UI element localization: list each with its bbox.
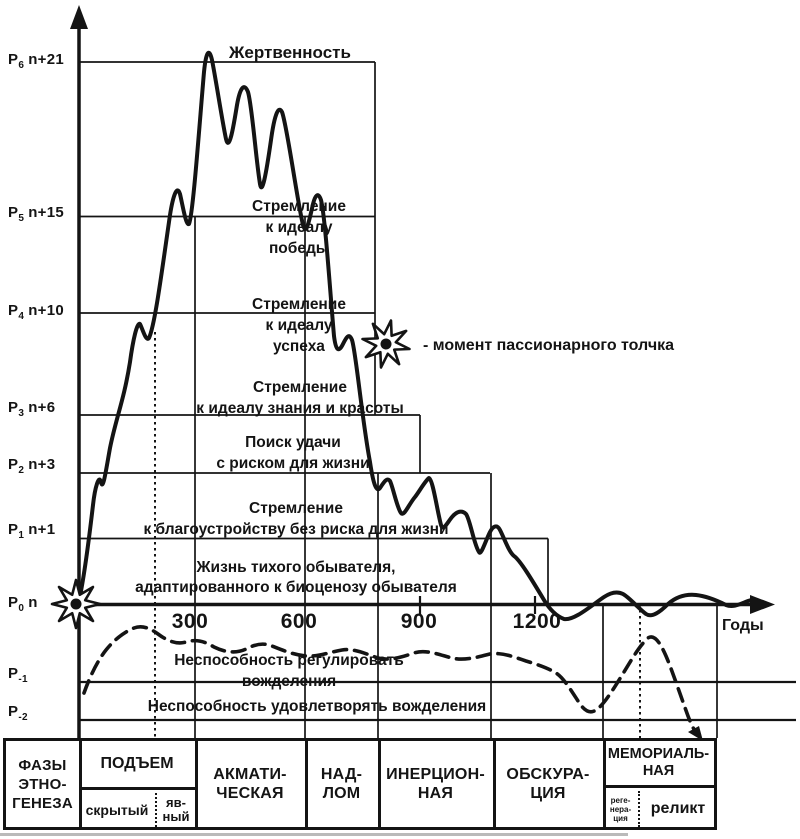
phase-cell-breakdown: НАД- ЛОМ — [305, 741, 381, 827]
phase-rise-label: ПОДЪЕМ — [79, 741, 195, 790]
y-label-m1: $P_{-1}$ — [8, 665, 28, 685]
caption-sacrifice: Жертвенность — [229, 43, 351, 62]
x-tick-900: 900 — [400, 610, 438, 633]
x-axis-arrow-icon — [750, 595, 775, 614]
x-axis-title: Годы — [722, 617, 764, 634]
phase-rise-overt: яв- ный — [162, 795, 190, 824]
y-label-p0: $P_0$ n — [8, 594, 38, 614]
table-header-cell: ФАЗЫ ЭТНО- ГЕНЕЗА — [6, 741, 82, 827]
caption-regulate: Неспособность регулировать вожделения — [174, 652, 404, 690]
x-tick-1200: 1200 — [512, 610, 562, 633]
phases-table — [3, 738, 717, 830]
caption-success: Стремление к идеалу успеха — [252, 296, 346, 355]
y-label-p4: $P_4$ n+10 — [8, 302, 64, 322]
phase-memorial-label: МЕМОРИАЛЬ- НАЯ — [603, 741, 714, 788]
y-label-p2: $P_2$ n+3 — [8, 456, 56, 476]
origin-starburst-icon — [52, 580, 100, 628]
caption-satisfy: Неспособность удовлетворять вожделения — [147, 698, 487, 715]
legend-label: - момент пассионарного толчка — [423, 337, 675, 354]
phase-rise-hidden: скрытый — [79, 793, 157, 827]
y-label-p3: $P_3$ n+6 — [8, 399, 56, 419]
caption-philistine: Жизнь тихого обывателя, адаптированного к биоценозу обывателя — [135, 559, 457, 596]
x-tick-300: 300 — [171, 610, 209, 633]
y-axis-arrow-icon — [70, 5, 88, 29]
caption-victory: Стремление к идеалу победы — [252, 198, 346, 257]
scan-artifact — [0, 833, 628, 836]
phase-cell-inertial: ИНЕРЦИОН- НАЯ — [378, 741, 496, 827]
y-label-p1: $P_1$ n+1 — [8, 521, 56, 541]
phase-cell-obscuration: ОБСКУРА- ЦИЯ — [493, 741, 606, 827]
caption-comfort: Стремление к благоустройству без риска для жизни — [143, 500, 449, 538]
x-tick-600: 600 — [280, 610, 318, 633]
legend-starburst-icon — [358, 316, 415, 373]
caption-knowledge: Стремление к идеалу знания и красоты — [196, 379, 404, 417]
phase-memorial-regeneration: реге- нера- ция — [603, 791, 640, 827]
y-label-m2: $P_{-2}$ — [8, 703, 28, 723]
phase-memorial-relic: реликт — [650, 800, 706, 817]
caption-luck: Поиск удачи с риском для жизни — [216, 434, 370, 472]
phase-cell-akmatic: АКМАТИ- ЧЕСКАЯ — [195, 741, 308, 827]
y-label-p6: $P_6$ n+21 — [8, 51, 64, 71]
y-label-p5: $P_5$ n+15 — [8, 204, 64, 224]
